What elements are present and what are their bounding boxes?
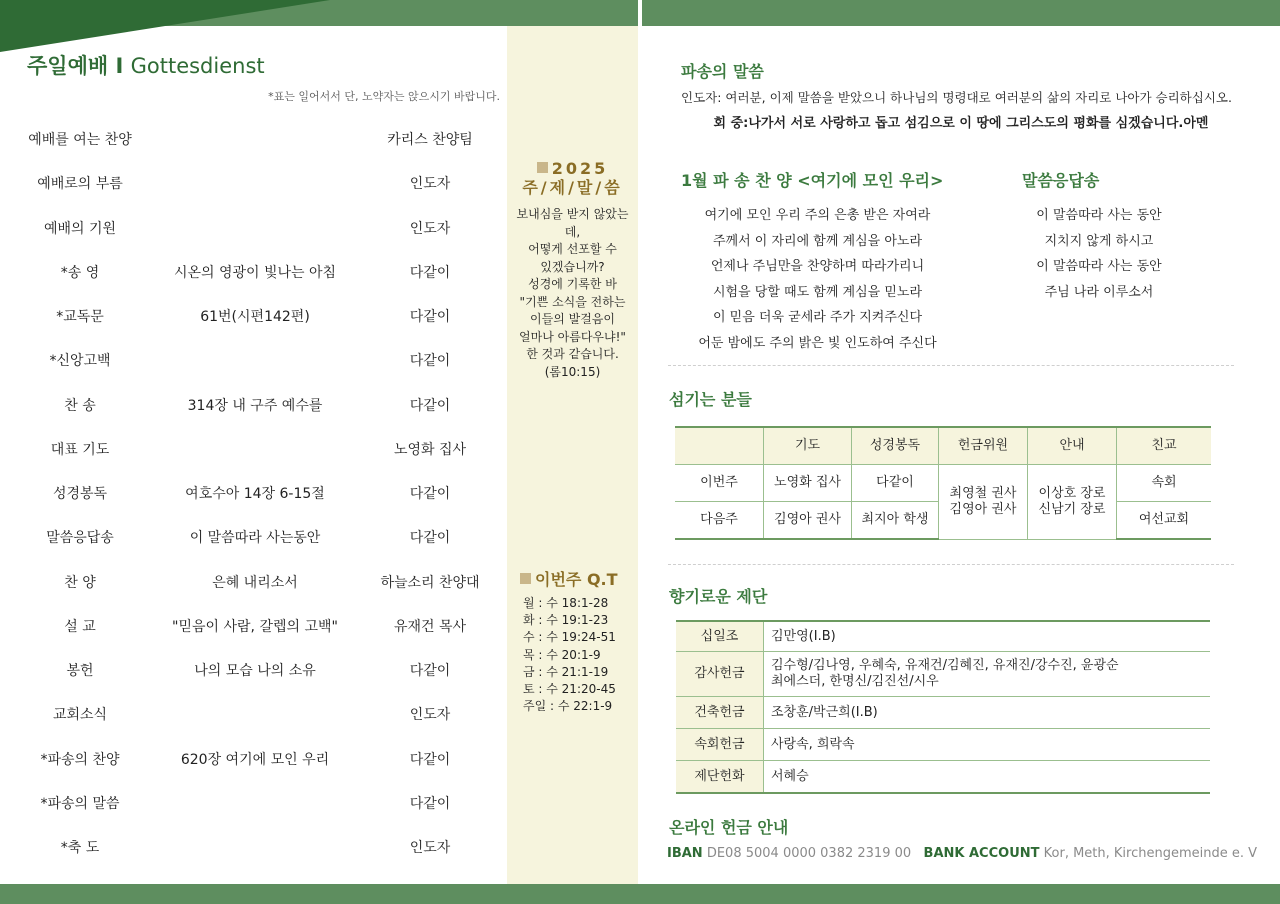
online-offering-title: 온라인 헌금 안내 bbox=[669, 818, 789, 837]
order-item: 찬 송 bbox=[64, 397, 96, 414]
qt-item: 주일 : 수 22:1-9 bbox=[523, 699, 613, 714]
servers-title: 섬기는 분들 bbox=[669, 390, 752, 409]
response-song-line: 이 말씀따라 사는 동안 bbox=[1036, 208, 1162, 223]
order-item: 성경봉독 bbox=[52, 486, 108, 502]
qt-heading bbox=[520, 567, 618, 590]
prayer-this-week: 노영화 집사 bbox=[764, 465, 852, 502]
order-row bbox=[0, 306, 507, 326]
servers-header-fellowship: 친교 bbox=[1117, 427, 1212, 465]
servers-header-guide: 안내 bbox=[1028, 427, 1117, 465]
prayer-next-week: 김영아 권사 bbox=[764, 502, 852, 540]
top-bar-corner bbox=[0, 0, 330, 52]
order-leader: 다같이 bbox=[409, 751, 451, 768]
servers-header-row bbox=[675, 427, 1211, 465]
order-item: 예배의 기원 bbox=[43, 220, 117, 237]
servers-header-reading: 성경봉독 bbox=[852, 427, 939, 465]
bank-account-value: Kor, Meth, Kirchengemeinde e. V bbox=[1043, 846, 1258, 861]
order-item: *파송의 찬양 bbox=[40, 751, 120, 768]
order-leader: 다같이 bbox=[409, 530, 451, 547]
section-divider bbox=[668, 365, 1234, 366]
order-leader: 하늘소리 찬양대 bbox=[380, 574, 480, 591]
offering-names-line: 사랑속, 희락속 bbox=[771, 736, 855, 752]
offering-names-line: 최에스더, 한명신/김진선/시우 bbox=[771, 674, 939, 689]
offering-names-line: 김만영(I.B) bbox=[771, 628, 836, 644]
fellowship-next-week: 여선교회 bbox=[1117, 502, 1212, 540]
order-item: *송 영 bbox=[60, 264, 100, 281]
order-row bbox=[0, 439, 507, 459]
order-leader: 다같이 bbox=[409, 486, 451, 502]
this-week-label: 이번주 bbox=[675, 465, 764, 502]
offering-names bbox=[764, 761, 1211, 794]
jan-song-line: 주께서 이 자리에 함께 계심을 아노라 bbox=[712, 233, 923, 249]
servers-row-this-week bbox=[675, 465, 1211, 502]
offering-names bbox=[764, 621, 1211, 652]
servers-table bbox=[675, 426, 1211, 540]
offering-names-line: 김수형/김나영, 우혜숙, 유재건/김혜진, 유재진/강수진, 윤광순 bbox=[771, 658, 1119, 673]
order-leader: 인도자 bbox=[409, 220, 451, 237]
offering-label: 건축헌금 bbox=[676, 697, 764, 729]
order-content: 314장 내 구주 예수를 bbox=[187, 397, 323, 414]
offering-names bbox=[764, 729, 1211, 761]
motto-line: 어떻게 선포할 수 bbox=[528, 242, 617, 256]
motto-line: (롬10:15) bbox=[544, 364, 601, 379]
offering-committee bbox=[939, 465, 1028, 540]
qt-item: 월 : 수 18:1-28 bbox=[523, 596, 609, 610]
motto-verse bbox=[509, 206, 636, 381]
offering-row bbox=[676, 652, 1210, 697]
offering-label: 감사헌금 bbox=[676, 652, 764, 697]
worship-title-ko: 주일예배 bbox=[27, 54, 109, 78]
offering-row bbox=[676, 621, 1210, 652]
order-content: 여호수아 14장 6-15절 bbox=[185, 486, 325, 502]
sendoff-title: 파송의 말씀 bbox=[681, 62, 764, 81]
jan-song-line: 여기에 모인 우리 주의 은총 받은 자여라 bbox=[704, 208, 931, 223]
order-item: 말씀응답송 bbox=[46, 530, 114, 547]
motto-head-text: 주/제/말/씀 bbox=[522, 178, 623, 197]
offering-row bbox=[676, 761, 1210, 794]
order-leader: 노영화 집사 bbox=[393, 441, 467, 458]
offerings-table bbox=[676, 620, 1210, 794]
order-leader: 인도자 bbox=[409, 840, 451, 856]
offering-names bbox=[764, 697, 1211, 729]
offering-member-1: 최영철 권사 bbox=[949, 485, 1017, 501]
order-row bbox=[0, 793, 507, 813]
order-leader: 다같이 bbox=[409, 663, 451, 679]
order-item: *신앙고백 bbox=[49, 353, 111, 370]
bank-info bbox=[667, 846, 1257, 861]
order-item: 예배로의 부름 bbox=[37, 176, 123, 193]
offerings-title: 향기로운 제단 bbox=[669, 587, 768, 606]
motto-line: 얼마나 아름다우냐!" bbox=[519, 329, 626, 344]
jan-song-line: 어둔 밤에도 주의 밝은 빛 인도하여 주신다 bbox=[698, 335, 937, 351]
order-row bbox=[0, 483, 507, 503]
offering-member-2: 김영아 권사 bbox=[949, 501, 1017, 517]
sendoff-leader-line: 인도자: 여러분, 이제 말씀을 받았으니 하나님의 명령대로 여러분의 삶의 자리로 나아가 승리하십시오. bbox=[681, 90, 1232, 105]
motto-line: 이들의 발걸음이 bbox=[530, 312, 615, 326]
motto-line: 보내심을 받지 않았는데, bbox=[516, 207, 629, 239]
offering-names-line: 서혜승 bbox=[771, 768, 809, 784]
order-row bbox=[0, 572, 507, 592]
motto-line: 한 것과 같습니다. bbox=[526, 347, 619, 361]
order-item: *교독문 bbox=[56, 309, 104, 325]
offering-row bbox=[676, 697, 1210, 729]
jan-song-line: 이 믿음 더욱 굳세라 주가 지켜주신다 bbox=[712, 310, 923, 325]
order-leader: 다같이 bbox=[409, 264, 451, 281]
fellowship-this-week: 속회 bbox=[1117, 465, 1212, 502]
guide-member-1: 이상호 장로 bbox=[1038, 485, 1106, 501]
jan-song-line: 시험을 당할 때도 함께 계심을 믿노라 bbox=[712, 284, 923, 300]
offering-names-line: 조창훈/박근희(I.B) bbox=[771, 704, 878, 720]
order-row bbox=[0, 395, 507, 415]
response-song-title: 말씀응답송 bbox=[1022, 171, 1100, 190]
motto-line: 있겠습니까? bbox=[540, 259, 605, 274]
order-content: 은혜 내리소서 bbox=[212, 574, 298, 591]
qt-item: 목 : 수 20:1-9 bbox=[523, 647, 601, 662]
servers-header-prayer: 기도 bbox=[764, 427, 852, 465]
offering-row bbox=[676, 729, 1210, 761]
order-row bbox=[0, 837, 507, 857]
order-leader: 유재건 목사 bbox=[393, 618, 467, 635]
servers-header-offering: 헌금위원 bbox=[939, 427, 1028, 465]
qt-title: 이번주 Q.T bbox=[535, 570, 618, 589]
jan-song-title: 1월 파 송 찬 양 <여기에 모인 우리> bbox=[681, 171, 944, 190]
qt-item: 수 : 수 19:24-51 bbox=[523, 630, 616, 645]
order-row bbox=[0, 704, 507, 724]
worship-title-separator: I bbox=[115, 54, 124, 78]
order-leader: 인도자 bbox=[409, 176, 451, 193]
order-row bbox=[0, 527, 507, 547]
page-fold bbox=[638, 0, 642, 904]
order-row bbox=[0, 616, 507, 636]
reading-next-week: 최지아 학생 bbox=[852, 502, 939, 540]
order-content: 이 말씀따라 사는동안 bbox=[189, 530, 321, 547]
bottom-bar bbox=[0, 884, 1280, 904]
offering-names bbox=[764, 652, 1211, 697]
order-row bbox=[0, 262, 507, 282]
order-item: 찬 양 bbox=[64, 574, 96, 591]
response-song-line: 이 말씀따라 사는 동안 bbox=[1036, 259, 1162, 274]
jan-song-lyrics bbox=[680, 203, 955, 356]
qt-list bbox=[523, 595, 616, 715]
order-content: 시온의 영광이 빛나는 아침 bbox=[173, 264, 337, 281]
worship-title-en: Gottesdienst bbox=[130, 54, 265, 78]
bank-account-label: BANK ACCOUNT bbox=[923, 846, 1040, 861]
order-leader: 카리스 찬양팀 bbox=[387, 132, 473, 148]
order-item: *파송의 말씀 bbox=[40, 795, 120, 812]
worship-title bbox=[27, 50, 265, 80]
order-content: 61번(시편142편) bbox=[200, 309, 310, 325]
motto-heading bbox=[507, 159, 638, 197]
qt-item: 화 : 수 19:1-23 bbox=[523, 613, 609, 628]
offering-label: 십일조 bbox=[676, 621, 764, 652]
order-row bbox=[0, 129, 507, 149]
top-bar-right bbox=[642, 0, 1280, 26]
motto-year: 2025 bbox=[551, 159, 609, 178]
order-row bbox=[0, 749, 507, 769]
reading-this-week: 다같이 bbox=[852, 465, 939, 502]
offering-label: 속회헌금 bbox=[676, 729, 764, 761]
response-song-lyrics bbox=[1010, 203, 1188, 305]
section-divider bbox=[668, 564, 1234, 565]
order-leader: 다같이 bbox=[409, 397, 451, 414]
motto-column-background bbox=[507, 26, 638, 884]
square-bullet-icon bbox=[537, 162, 548, 173]
order-item: 설 교 bbox=[64, 618, 96, 635]
qt-item: 토 : 수 21:20-45 bbox=[523, 682, 616, 697]
order-content: 나의 모습 나의 소유 bbox=[194, 663, 316, 679]
square-bullet-icon bbox=[520, 573, 531, 584]
motto-line: 성경에 기록한 바 bbox=[528, 277, 617, 291]
order-item: *축 도 bbox=[60, 840, 100, 856]
offering-label: 제단헌화 bbox=[676, 761, 764, 794]
order-content: 620장 여기에 모인 우리 bbox=[180, 751, 330, 768]
response-song-line: 지치지 않게 하시고 bbox=[1044, 233, 1154, 249]
order-leader: 다같이 bbox=[409, 795, 451, 812]
order-row bbox=[0, 350, 507, 370]
motto-line: "기쁜 소식을 전하는 bbox=[519, 294, 626, 309]
iban-label: IBAN bbox=[667, 846, 703, 861]
order-row bbox=[0, 173, 507, 193]
order-leader: 다같이 bbox=[409, 353, 451, 370]
qt-item: 금 : 수 21:1-19 bbox=[523, 664, 609, 679]
order-item: 봉헌 bbox=[66, 663, 94, 679]
iban-value: DE08 5004 0000 0382 2319 00 bbox=[706, 846, 912, 861]
order-item: 예배를 여는 찬양 bbox=[28, 132, 132, 148]
guide-member-2: 신남기 장로 bbox=[1038, 501, 1106, 517]
order-row bbox=[0, 218, 507, 238]
order-content: "믿음이 사람, 갈렙의 고백" bbox=[172, 618, 338, 635]
order-leader: 다같이 bbox=[409, 309, 451, 325]
next-week-label: 다음주 bbox=[675, 502, 764, 540]
jan-song-line: 언제나 주님만을 찬양하며 따라가리니 bbox=[710, 259, 925, 274]
guide-team bbox=[1028, 465, 1117, 540]
order-row bbox=[0, 660, 507, 680]
order-item: 교회소식 bbox=[52, 707, 108, 724]
standing-note: *표는 일어서서 단, 노약자는 앉으시기 바랍니다. bbox=[268, 90, 500, 103]
sendoff-people-line: 회 중:나가서 서로 사랑하고 돕고 섬김으로 이 땅에 그리스도의 평화를 심겠습니다.아멘 bbox=[713, 116, 1209, 131]
order-leader: 인도자 bbox=[409, 707, 451, 724]
order-item: 대표 기도 bbox=[50, 441, 110, 458]
servers-header-empty bbox=[675, 427, 764, 465]
response-song-line: 주님 나라 이루소서 bbox=[1044, 284, 1154, 300]
